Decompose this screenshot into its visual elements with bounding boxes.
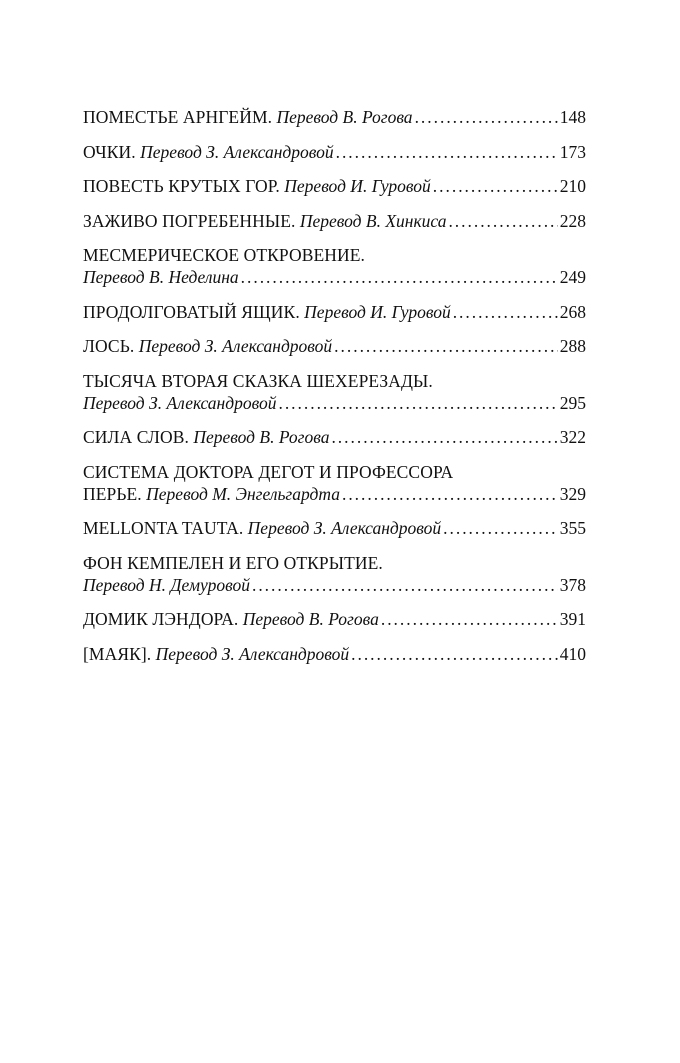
toc-entry[interactable] [83, 141, 586, 163]
story-title: ДОМИК ЛЭНДОРА. [83, 609, 239, 629]
dot-leader [381, 608, 558, 630]
dot-leader [241, 266, 558, 288]
page-number: 210 [559, 176, 586, 196]
dot-leader [443, 517, 558, 539]
story-title: СИЛА СЛОВ. [83, 427, 189, 447]
dot-leader [278, 392, 557, 414]
toc-line [83, 643, 586, 665]
story-title: ОЧКИ. [83, 141, 136, 162]
translator-credit: Перевод З. Александровой [83, 392, 277, 413]
toc-entry[interactable] [83, 175, 586, 197]
translator-credit: Перевод З. Александровой [155, 643, 350, 664]
translator-credit: Перевод И. Гуровой [284, 176, 431, 196]
toc-entry[interactable] [83, 301, 586, 323]
toc-line [83, 370, 586, 392]
dot-leader [351, 643, 558, 665]
page-number: 410 [559, 643, 586, 664]
toc-line [83, 141, 586, 163]
translator-credit: Перевод З. Александровой [247, 518, 442, 538]
page-number: 322 [559, 427, 586, 447]
translator-credit: Перевод В. Рогова [193, 427, 330, 447]
toc-line [83, 335, 586, 357]
dot-leader [453, 301, 558, 323]
toc-line [83, 392, 586, 414]
story-title: МЕСМЕРИЧЕСКОЕ ОТКРОВЕНИЕ. [83, 245, 366, 265]
toc-line [83, 461, 586, 483]
toc-entry[interactable] [83, 552, 586, 596]
toc-line [83, 266, 586, 288]
story-title: MELLONTA TAUTA. [83, 518, 244, 538]
page-number: 228 [559, 210, 586, 231]
toc-entry[interactable] [83, 244, 586, 288]
dot-leader [448, 210, 557, 232]
toc-entry[interactable] [83, 335, 586, 357]
dot-leader [415, 106, 558, 128]
story-title: ТЫСЯЧА ВТОРАЯ СКАЗКА ШЕХЕРЕЗАДЫ. [83, 370, 433, 391]
story-title: [МАЯК]. [83, 643, 152, 664]
translator-credit: Перевод З. Александровой [138, 336, 333, 356]
translator-credit: Перевод В. Рогова [276, 107, 413, 127]
toc-line [83, 210, 586, 232]
story-title: ЗАЖИВО ПОГРЕБЕННЫЕ. [83, 210, 296, 231]
story-title: ФОН КЕМПЕЛЕН И ЕГО ОТКРЫТИЕ. [83, 552, 383, 573]
story-title: ПРОДОЛГОВАТЫЙ ЯЩИК. [83, 301, 300, 322]
story-title: ПОМЕСТЬЕ АРНГЕЙМ. [83, 107, 273, 127]
story-title: ЛОСЬ. [83, 336, 135, 356]
page-number: 355 [559, 518, 586, 538]
page-number: 173 [559, 141, 586, 162]
toc-line [83, 483, 586, 505]
page-number: 391 [559, 609, 586, 629]
translator-credit: Перевод В. Рогова [242, 609, 379, 629]
translator-credit: Перевод В. Хинкиса [299, 210, 447, 231]
toc-entry[interactable] [83, 517, 586, 539]
dot-leader [331, 426, 557, 448]
toc-line [83, 517, 586, 539]
toc-entry[interactable] [83, 461, 586, 505]
toc-entry[interactable] [83, 106, 586, 128]
toc-line [83, 574, 586, 596]
translator-credit: Перевод В. Неделина [83, 267, 239, 287]
translator-credit: Перевод Н. Демуровой [83, 574, 250, 595]
translator-credit: Перевод З. Александровой [140, 141, 334, 162]
page-number: 148 [559, 107, 586, 127]
translator-credit: Перевод И. Гуровой [304, 301, 451, 322]
toc-line [83, 301, 586, 323]
page-number: 329 [559, 483, 586, 504]
story-title: СИСТЕМА ДОКТОРА ДЕГОТ И ПРОФЕССОРА [83, 461, 454, 482]
page-number: 378 [559, 574, 586, 595]
toc-entry[interactable] [83, 370, 586, 414]
translator-credit: Перевод М. Энгельгардта [146, 483, 340, 504]
page-number: 249 [559, 267, 586, 287]
toc-line [83, 106, 586, 128]
table-of-contents [83, 106, 586, 677]
toc-line [83, 175, 586, 197]
toc-line [83, 552, 586, 574]
dot-leader [252, 574, 558, 596]
toc-entry[interactable] [83, 426, 586, 448]
dot-leader [336, 141, 558, 163]
page-number: 268 [559, 301, 586, 322]
toc-line [83, 608, 586, 630]
dot-leader [433, 175, 558, 197]
toc-entry[interactable] [83, 643, 586, 665]
page-number: 288 [559, 336, 586, 356]
toc-entry[interactable] [83, 210, 586, 232]
toc-line [83, 244, 586, 266]
toc-entry[interactable] [83, 608, 586, 630]
story-title: ПОВЕСТЬ КРУТЫХ ГОР. [83, 176, 280, 196]
page-number: 295 [559, 392, 586, 413]
toc-line [83, 426, 586, 448]
dot-leader [342, 483, 558, 505]
dot-leader [334, 335, 558, 357]
story-title-continued: ПЕРЬЕ. [83, 483, 142, 504]
